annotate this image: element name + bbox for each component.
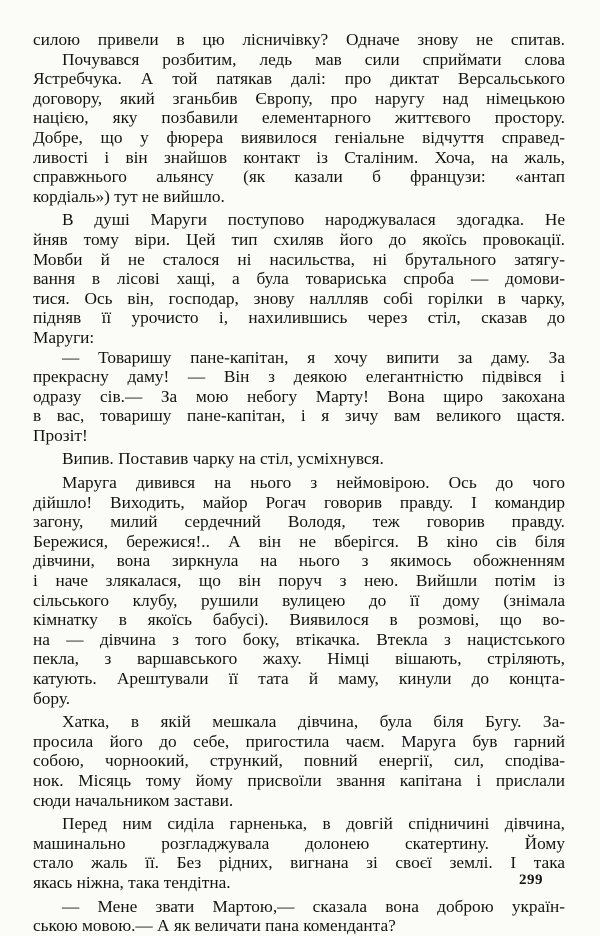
text-line: ською мовою.— А як величати пана коменданта? xyxy=(33,916,396,936)
text-line: — Товаришу пане-капітан, я хочу випити за даму. За xyxy=(62,347,565,367)
text-line: Хатка, в якій мешкала дівчина, була біля Бугу. За- xyxy=(62,712,565,732)
text-line: силою привели в цю лісничівку? Одначе знову не спитав. xyxy=(33,30,565,49)
text-line: пекла, з варшавського жаху. Німці вішають, стріляють, xyxy=(33,649,565,669)
text-line: одразу сів.— За мою небогу Марту! Вона щиро закохана xyxy=(33,386,565,406)
text-line: — Мене звати Мартою,— сказала вона доброю україн- xyxy=(62,896,565,916)
text-line: Перед ним сиділа гарненька, в довгій спідничині дівчина, xyxy=(62,814,565,834)
text-line: загону, милий сердечний Володя, теж говорив правду. xyxy=(33,512,565,532)
text-line: на — дівчина з того боку, втікачка. Втекла з нацистського xyxy=(33,629,565,649)
text-line: сюди начальником застави. xyxy=(33,790,234,810)
text-line: справжнього альянсу (як казали б французи: «антап xyxy=(33,167,565,187)
text-line: собою, чорноокий, стрункий, повний енергії, сил, сподіва- xyxy=(33,751,565,771)
text-line: катують. Арештували її тата й маму, кинули до концта- xyxy=(33,669,565,688)
text-line: бору. xyxy=(33,688,71,708)
text-line: в вас, товаришу пане-капітан, і я зичу вам великого щастя. xyxy=(33,406,565,426)
text-line: йняв тому віри. Цей тип схиляв його до якоїсь провокації. xyxy=(33,229,565,249)
text-line: дійшло! Виходить, майор Рогач говорив правду. І командир xyxy=(33,492,565,512)
text-line: Бережися, бережися!.. А він не вберігся. В кіно сів біля xyxy=(33,531,565,551)
text-line: і наче злякалася, що він поруч з нею. Вийшли потім із xyxy=(33,571,565,591)
text-line: Мовби й не сталося ні насильства, ні брутального затягу- xyxy=(33,249,565,269)
text-line: кімнатку в якоїсь бабусі). Виявилося в розмові, що во- xyxy=(33,610,565,630)
text-line: вання в лісові хащі, а була товариська спроба — домови- xyxy=(33,269,565,289)
text-line: Ястребчука. А той патякав далі: про диктат Версальського xyxy=(33,69,565,89)
text-line: Випив. Поставив чарку на стіл, усміхнувся. xyxy=(62,449,384,469)
text-line: машинально розгладжувала долонею скатертину. Йому xyxy=(33,833,565,853)
text-line: прекрасну даму! — Він з деякою елегантністю підвівся і xyxy=(33,367,565,387)
text-line: Почувався розбитим, ледь мав сили сприймати слова xyxy=(62,49,565,69)
text-line: Маруги: xyxy=(33,327,95,347)
text-line: договору, який зганьбив Європу, про наругу над німецькою xyxy=(33,88,565,108)
text-line: просила його до себе, пригостила чаєм. Маруга був гарний xyxy=(33,731,565,751)
text-line: кордіаль») тут не вийшло. xyxy=(33,186,225,206)
text-line: Маруга дивився на нього з неймовірою. Ось до чого xyxy=(62,473,565,493)
text-line: якась ніжна, така тендітна. xyxy=(33,872,231,892)
text-line: нок. Місяць тому йому присвоїли звання капітана і прислали xyxy=(33,770,565,790)
text-line: підняв її урочисто і, нахилившись через стіл, сказав до xyxy=(33,308,565,328)
text-line: нацією, яку позбавили елементарного життєвого простору. xyxy=(33,108,565,128)
text-line: дівчини, вона зиркнула на нього з якимось обожненням xyxy=(33,551,565,571)
page-text xyxy=(33,30,565,936)
text-line: тися. Ось він, господар, знову наллляв собі горілки в чарку, xyxy=(33,288,565,308)
text-line: стало жаль її. Без рідних, вигнана зі своєї землі. І така xyxy=(33,853,565,873)
text-line: Добре, що у фюрера виявилося геніальне відчуття справед- xyxy=(33,127,565,147)
page-number: 299 xyxy=(519,872,543,888)
text-line: В душі Маруги поступово народжувалася здогадка. Не xyxy=(62,210,565,230)
text-line: сільського клубу, рушили вулицею до її дому (знімала xyxy=(33,590,565,610)
text-line: Прозіт! xyxy=(33,425,88,445)
text-line: ливості і він знайшов контакт із Сталіним. Хоча, на жаль, xyxy=(33,147,565,167)
